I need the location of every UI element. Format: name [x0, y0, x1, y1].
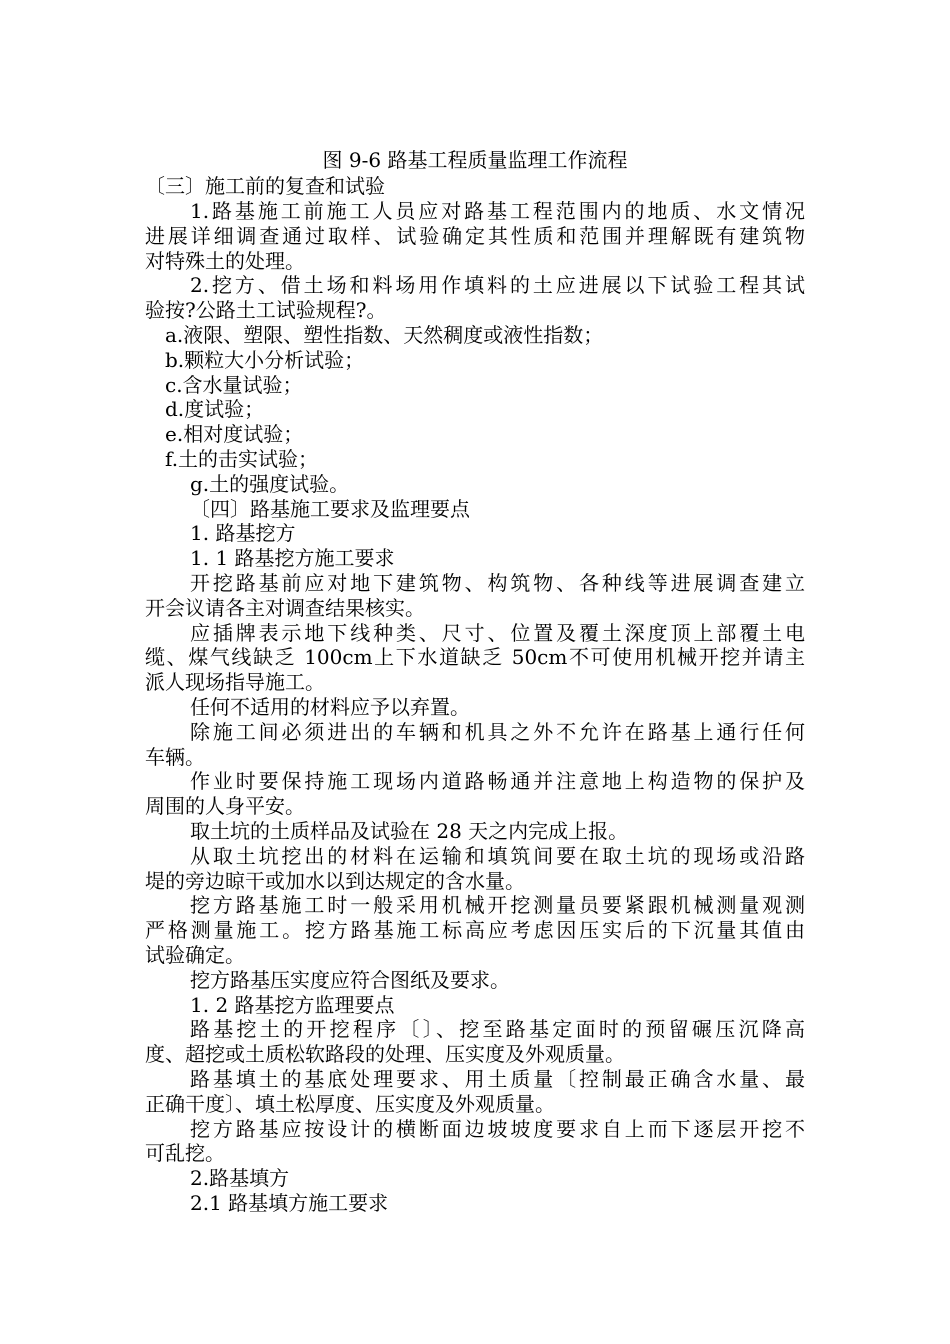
- paragraph-line: 可乱挖。: [145, 1141, 225, 1165]
- figure-caption: 图 9-6 路基工程质量监理工作流程: [322, 148, 628, 172]
- paragraph-line: 从取土坑挖出的材料在运输和填筑间要在取土坑的现场或沿路: [190, 844, 805, 868]
- paragraph-line: 车辆。: [145, 745, 205, 769]
- subheading: 1. 2 路基挖方监理要点: [190, 993, 395, 1017]
- paragraph-line: 验按?公路土工试验规程?。: [145, 298, 387, 322]
- subheading: 1. 路基挖方: [190, 521, 296, 545]
- paragraph-line: 应插牌表示地下线种类、尺寸、位置及覆土深度顶上部覆土电: [190, 621, 805, 645]
- section-heading-3: 〔三〕施工前的复查和试验: [145, 174, 385, 198]
- list-item: c.含水量试验；: [165, 373, 303, 397]
- paragraph-line: 对特殊土的处理。: [145, 249, 305, 273]
- paragraph-line: 挖方路基应按设计的横断面边坡坡度要求自上而下逐层开挖不: [190, 1117, 805, 1141]
- list-item: b.颗粒大小分析试验；: [165, 348, 365, 372]
- list-item: d.度试验；: [165, 397, 265, 421]
- paragraph-line: 派人现场指导施工。: [145, 670, 325, 694]
- paragraph-line: 进展详细调查通过取样、试验确定其性质和范围并理解既有建筑物: [145, 224, 805, 248]
- list-item: g.土的强度试验。: [190, 472, 350, 496]
- paragraph-line: 任何不适用的材料应予以弃置。: [190, 695, 470, 719]
- paragraph-line: 路基填土的基底处理要求、用土质量〔控制最正确含水量、最: [190, 1067, 805, 1091]
- paragraph-line: 作业时要保持施工现场内道路畅通并注意地上构造物的保护及: [190, 769, 805, 793]
- paragraph-line: 路基挖土的开挖程序〔〕、挖至路基定面时的预留碾压沉降高: [190, 1017, 805, 1041]
- paragraph-line: 堤的旁边晾干或加水以到达规定的含水量。: [145, 869, 525, 893]
- paragraph-line: 2.挖方、借土场和料场用作填料的土应进展以下试验工程其试: [190, 273, 805, 297]
- subheading: 2.1 路基填方施工要求: [190, 1191, 389, 1215]
- paragraph-line: 严格测量施工。挖方路基施工标高应考虑因压实后的下沉量其值由: [145, 918, 805, 942]
- paragraph-line: 度、超挖或土质松软路段的处理、压实度及外观质量。: [145, 1042, 625, 1066]
- paragraph-line: 周围的人身平安。: [145, 794, 305, 818]
- paragraph-line: 正确干度〕、填土松厚度、压实度及外观质量。: [145, 1092, 555, 1116]
- section-heading-4: 〔四〕路基施工要求及监理要点: [190, 497, 470, 521]
- paragraph-line: 开会议请各主对调查结果核实。: [145, 596, 425, 620]
- paragraph-line: 开挖路基前应对地下建筑物、构筑物、各种线等进展调查建立: [190, 571, 805, 595]
- paragraph-line: 挖方路基施工时一般采用机械开挖测量员要紧跟机械测量观测: [190, 893, 805, 917]
- list-item: f.土的击实试验；: [165, 447, 319, 471]
- paragraph-line: 挖方路基压实度应符合图纸及要求。: [190, 968, 510, 992]
- paragraph-line: 除施工间必须进出的车辆和机具之外不允许在路基上通行任何: [190, 720, 805, 744]
- subheading: 1. 1 路基挖方施工要求: [190, 546, 395, 570]
- list-item: a.液限、塑限、塑性指数、天然稠度或液性指数；: [165, 323, 604, 347]
- subheading: 2.路基填方: [190, 1166, 290, 1190]
- paragraph-line: 缆、煤气线缺乏 100cm上下水道缺乏 50cm不可使用机械开挖并请主: [145, 645, 805, 669]
- paragraph-line: 试验确定。: [145, 943, 245, 967]
- paragraph-line: 1.路基施工前施工人员应对路基工程范围内的地质、水文情况: [190, 199, 805, 223]
- list-item: e.相对度试验；: [165, 422, 304, 446]
- paragraph-line: 取土坑的土质样品及试验在 28 天之内完成上报。: [190, 819, 629, 843]
